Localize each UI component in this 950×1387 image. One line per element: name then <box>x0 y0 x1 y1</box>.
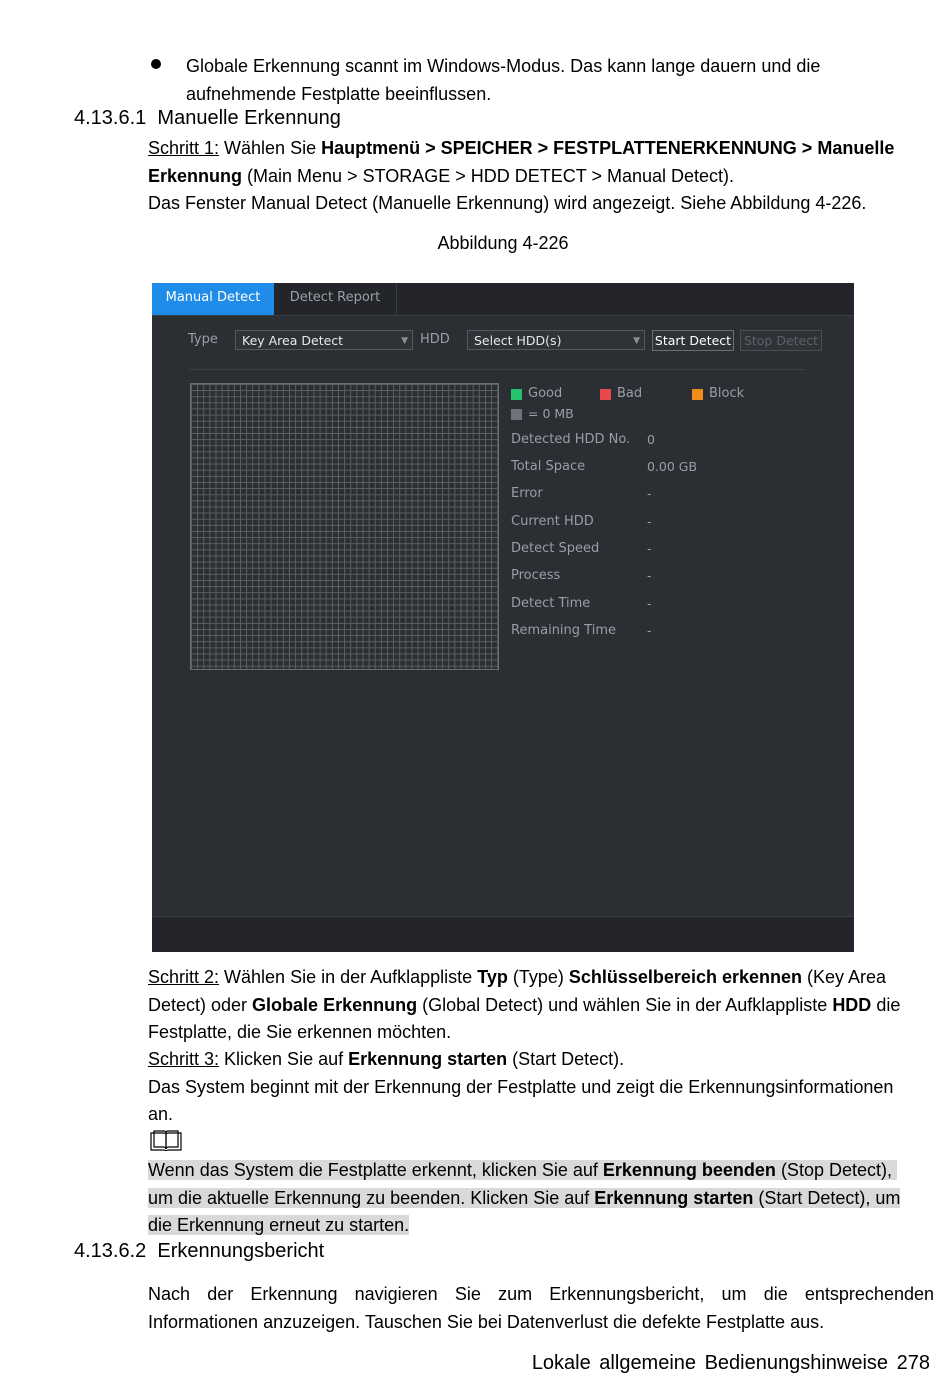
report-line-1: Nach der Erkennung navigieren Sie zum Erkennungsbericht, um die entsprechenden <box>148 1284 934 1304</box>
step-2-text: (Type) <box>507 967 569 987</box>
unit-legend-swatch <box>511 409 522 420</box>
start-detect-button[interactable]: Start Detect <box>652 330 734 351</box>
note-text: (Stop Detect), <box>775 1160 892 1180</box>
block-legend-label: Block <box>709 386 745 401</box>
type-select[interactable] <box>235 330 413 350</box>
step-2-text: Festplatte, die Sie erkennen möchten. <box>148 1022 452 1042</box>
block-legend-swatch <box>692 389 703 400</box>
step-3-text: (Start Detect). <box>507 1049 625 1069</box>
section-title: Erkennungsbericht <box>157 1240 325 1262</box>
info-value: - <box>647 596 652 611</box>
info-label: Total Space <box>511 459 586 474</box>
hdd-label: HDD <box>420 332 450 347</box>
step-2-text: (Global Detect) und wählen Sie in der Aufklappliste <box>417 994 833 1015</box>
bullet-dot <box>151 59 161 69</box>
info-label: Detected HDD No. <box>511 432 631 447</box>
note-text: Wenn das System die Festplatte erkennt, klicken Sie auf <box>148 1160 603 1180</box>
step-1-menu-path: Hauptmenü > SPEICHER > FESTPLATTENERKENNUNG > Manuelle <box>321 138 895 158</box>
good-legend-label: Good <box>528 386 563 401</box>
step-2 <box>148 964 938 1047</box>
tab-manual-detect[interactable]: Manual Detect <box>152 283 274 315</box>
info-label: Error <box>511 486 543 501</box>
info-value: - <box>647 623 652 638</box>
step-1-menu-path-end: Erkennung <box>148 165 243 186</box>
info-label: Detect Speed <box>511 541 600 556</box>
step-1-result: Das Fenster Manual Detect (Manuelle Erkennung) wird angezeigt. Siehe Abbildung 4-226. <box>148 193 867 213</box>
step-1-english-path: (Main Menu > STORAGE > HDD DETECT > Manual Detect). <box>242 165 735 186</box>
bad-legend-label: Bad <box>617 386 643 401</box>
step-3 <box>148 1046 938 1129</box>
tab-detect-report[interactable]: Detect Report <box>274 283 397 315</box>
bad-legend-swatch <box>600 389 611 400</box>
info-label: Process <box>511 568 561 583</box>
figure-caption: Abbildung 4-226 <box>437 233 569 253</box>
step-3-text: Klicken Sie auf <box>219 1049 349 1069</box>
step-2-bold: HDD <box>832 994 872 1015</box>
report-line-2: Informationen anzuzeigen. Tauschen Sie bei Datenverlust die defekte Festplatte aus. <box>148 1311 825 1332</box>
dropdown-arrow-icon: ▼ <box>633 336 640 346</box>
step-3-bold: Erkennung starten <box>348 1049 508 1069</box>
manual-detect-screenshot <box>152 283 854 951</box>
type-label: Type <box>188 332 218 347</box>
section-number: 4.13.6.1 <box>74 107 147 129</box>
step-2-bold: Globale Erkennung <box>252 994 418 1015</box>
footer-text: Lokale allgemeine Bedienungshinweise <box>531 1352 889 1374</box>
section-number: 4.13.6.2 <box>74 1240 147 1262</box>
unit-legend-label: = 0 MB <box>528 406 574 421</box>
bottom-bar <box>152 916 854 952</box>
step-2-bold: Schlüsselbereich erkennen <box>568 967 802 987</box>
note <box>148 1157 938 1240</box>
step-2-text: Detect) oder <box>148 994 253 1015</box>
info-label: Current HDD <box>511 514 594 529</box>
step-1 <box>148 135 938 218</box>
step-1-label: Schritt 1: <box>148 138 220 158</box>
bullet-line-2: aufnehmende Festplatte beeinflussen. <box>186 83 492 104</box>
info-value: - <box>647 541 652 556</box>
info-label: Detect Time <box>511 596 591 611</box>
info-value: - <box>647 514 652 529</box>
note-text: die Erkennung erneut zu starten. <box>148 1215 410 1235</box>
note-bold: Erkennung starten <box>594 1187 754 1208</box>
step-3-label: Schritt 3: <box>148 1049 220 1069</box>
note-text: um die aktuelle Erkennung zu beenden. Klicken Sie auf <box>148 1187 595 1208</box>
info-value: 0 <box>647 432 655 447</box>
note-bold: Erkennung beenden <box>602 1160 776 1180</box>
good-legend-swatch <box>511 389 522 400</box>
step-2-text: Wählen Sie in der Aufklappliste <box>219 967 478 987</box>
info-value: 0.00 GB <box>647 459 698 474</box>
page-number: 278 <box>896 1352 930 1374</box>
type-select-value: Key Area Detect <box>242 333 344 348</box>
step-3-text: an. <box>148 1104 174 1124</box>
note-text: (Start Detect), um <box>753 1187 901 1208</box>
info-value: - <box>647 568 652 583</box>
page-footer <box>532 1352 930 1375</box>
report-paragraph <box>148 1281 934 1336</box>
bullet-text <box>186 53 820 108</box>
stop-detect-button[interactable]: Stop Detect <box>740 330 822 351</box>
bullet-line-1: Globale Erkennung scannt im Windows-Modus. Das kann lange dauern und die <box>186 56 821 76</box>
info-label: Remaining Time <box>511 623 616 638</box>
step-2-text: die <box>871 994 901 1015</box>
sector-grid <box>190 383 499 670</box>
info-value: - <box>647 486 652 501</box>
divider <box>188 369 805 370</box>
section-heading-report <box>74 1240 324 1263</box>
step-2-text: (Key Area <box>801 967 887 987</box>
hdd-select[interactable] <box>467 330 645 350</box>
step-2-label: Schritt 2: <box>148 967 220 987</box>
step-3-text: Das System beginnt mit der Erkennung der Festplatte und zeigt die Erkennungsinformationen <box>148 1076 894 1097</box>
step-1-text: Wählen Sie <box>219 138 322 158</box>
dropdown-arrow-icon: ▼ <box>401 336 408 346</box>
section-heading-manual <box>74 107 341 130</box>
section-title: Manuelle Erkennung <box>157 107 341 129</box>
tab-bar <box>152 283 854 316</box>
note-book-icon <box>149 1130 183 1152</box>
hdd-select-value: Select HDD(s) <box>474 333 562 348</box>
step-2-bold: Typ <box>477 967 508 987</box>
